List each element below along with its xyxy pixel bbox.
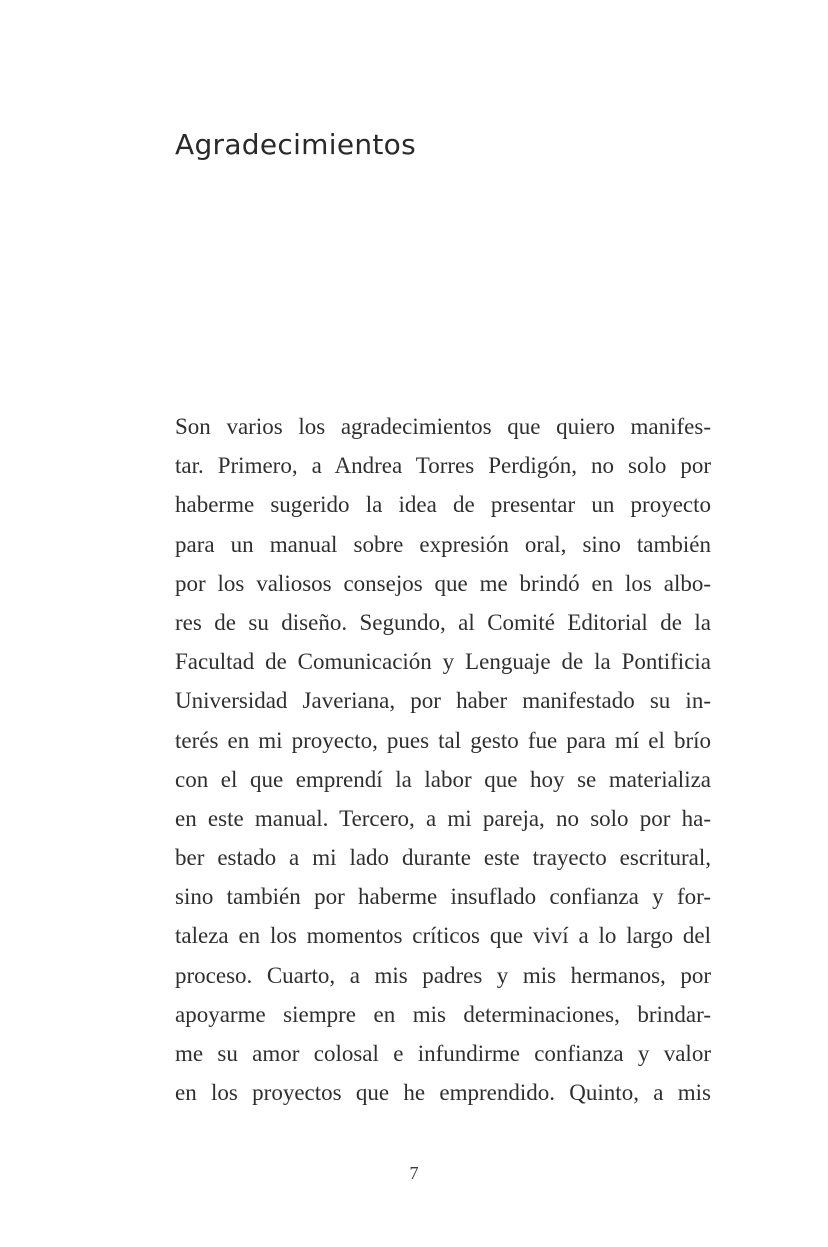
text-line: Facultad de Comunicación y Lenguaje de la Pontificia [175,649,711,675]
text-line: apoyarme siempre en mis determinaciones, brindar- [175,1001,711,1027]
text-line: terés en mi proyecto, pues tal gesto fue para mí el brío [175,727,711,753]
text-line: tar. Primero, a Andrea Torres Perdigón, no solo por [175,453,711,479]
text-line: me su amor colosal e infundirme confianza y valor [175,1041,711,1066]
text-line: en este manual. Tercero, a mi pareja, no solo por ha- [175,805,711,831]
text-line: proceso. Cuarto, a mis padres y mis hermanos, por [175,962,711,988]
text-line: Universidad Javeriana, por haber manifestado su in- [175,688,711,714]
page-title: Agradecimientos [175,128,416,161]
text-line: en los proyectos que he emprendido. Quinto, a mis [175,1080,711,1106]
body-paragraph [175,407,711,1112]
text-line: taleza en los momentos críticos que viví a lo largo del [175,923,711,949]
page-number: 7 [409,1163,419,1183]
text-line: ber estado a mi lado durante este trayecto escritural, [175,845,711,871]
text-line: res de su diseño. Segundo, al Comité Editorial de la [175,609,711,635]
text-line: sino también por haberme insuflado confianza y for- [175,884,711,910]
text-line: para un manual sobre expresión oral, sino también [175,531,711,557]
text-line: Son varios los agradecimientos que quiero manifes- [175,414,711,439]
text-line: haberme sugerido la idea de presentar un proyecto [175,492,711,518]
text-line: con el que emprendí la labor que hoy se materializa [175,766,711,792]
text-line: por los valiosos consejos que me brindó en los albo- [175,570,711,596]
